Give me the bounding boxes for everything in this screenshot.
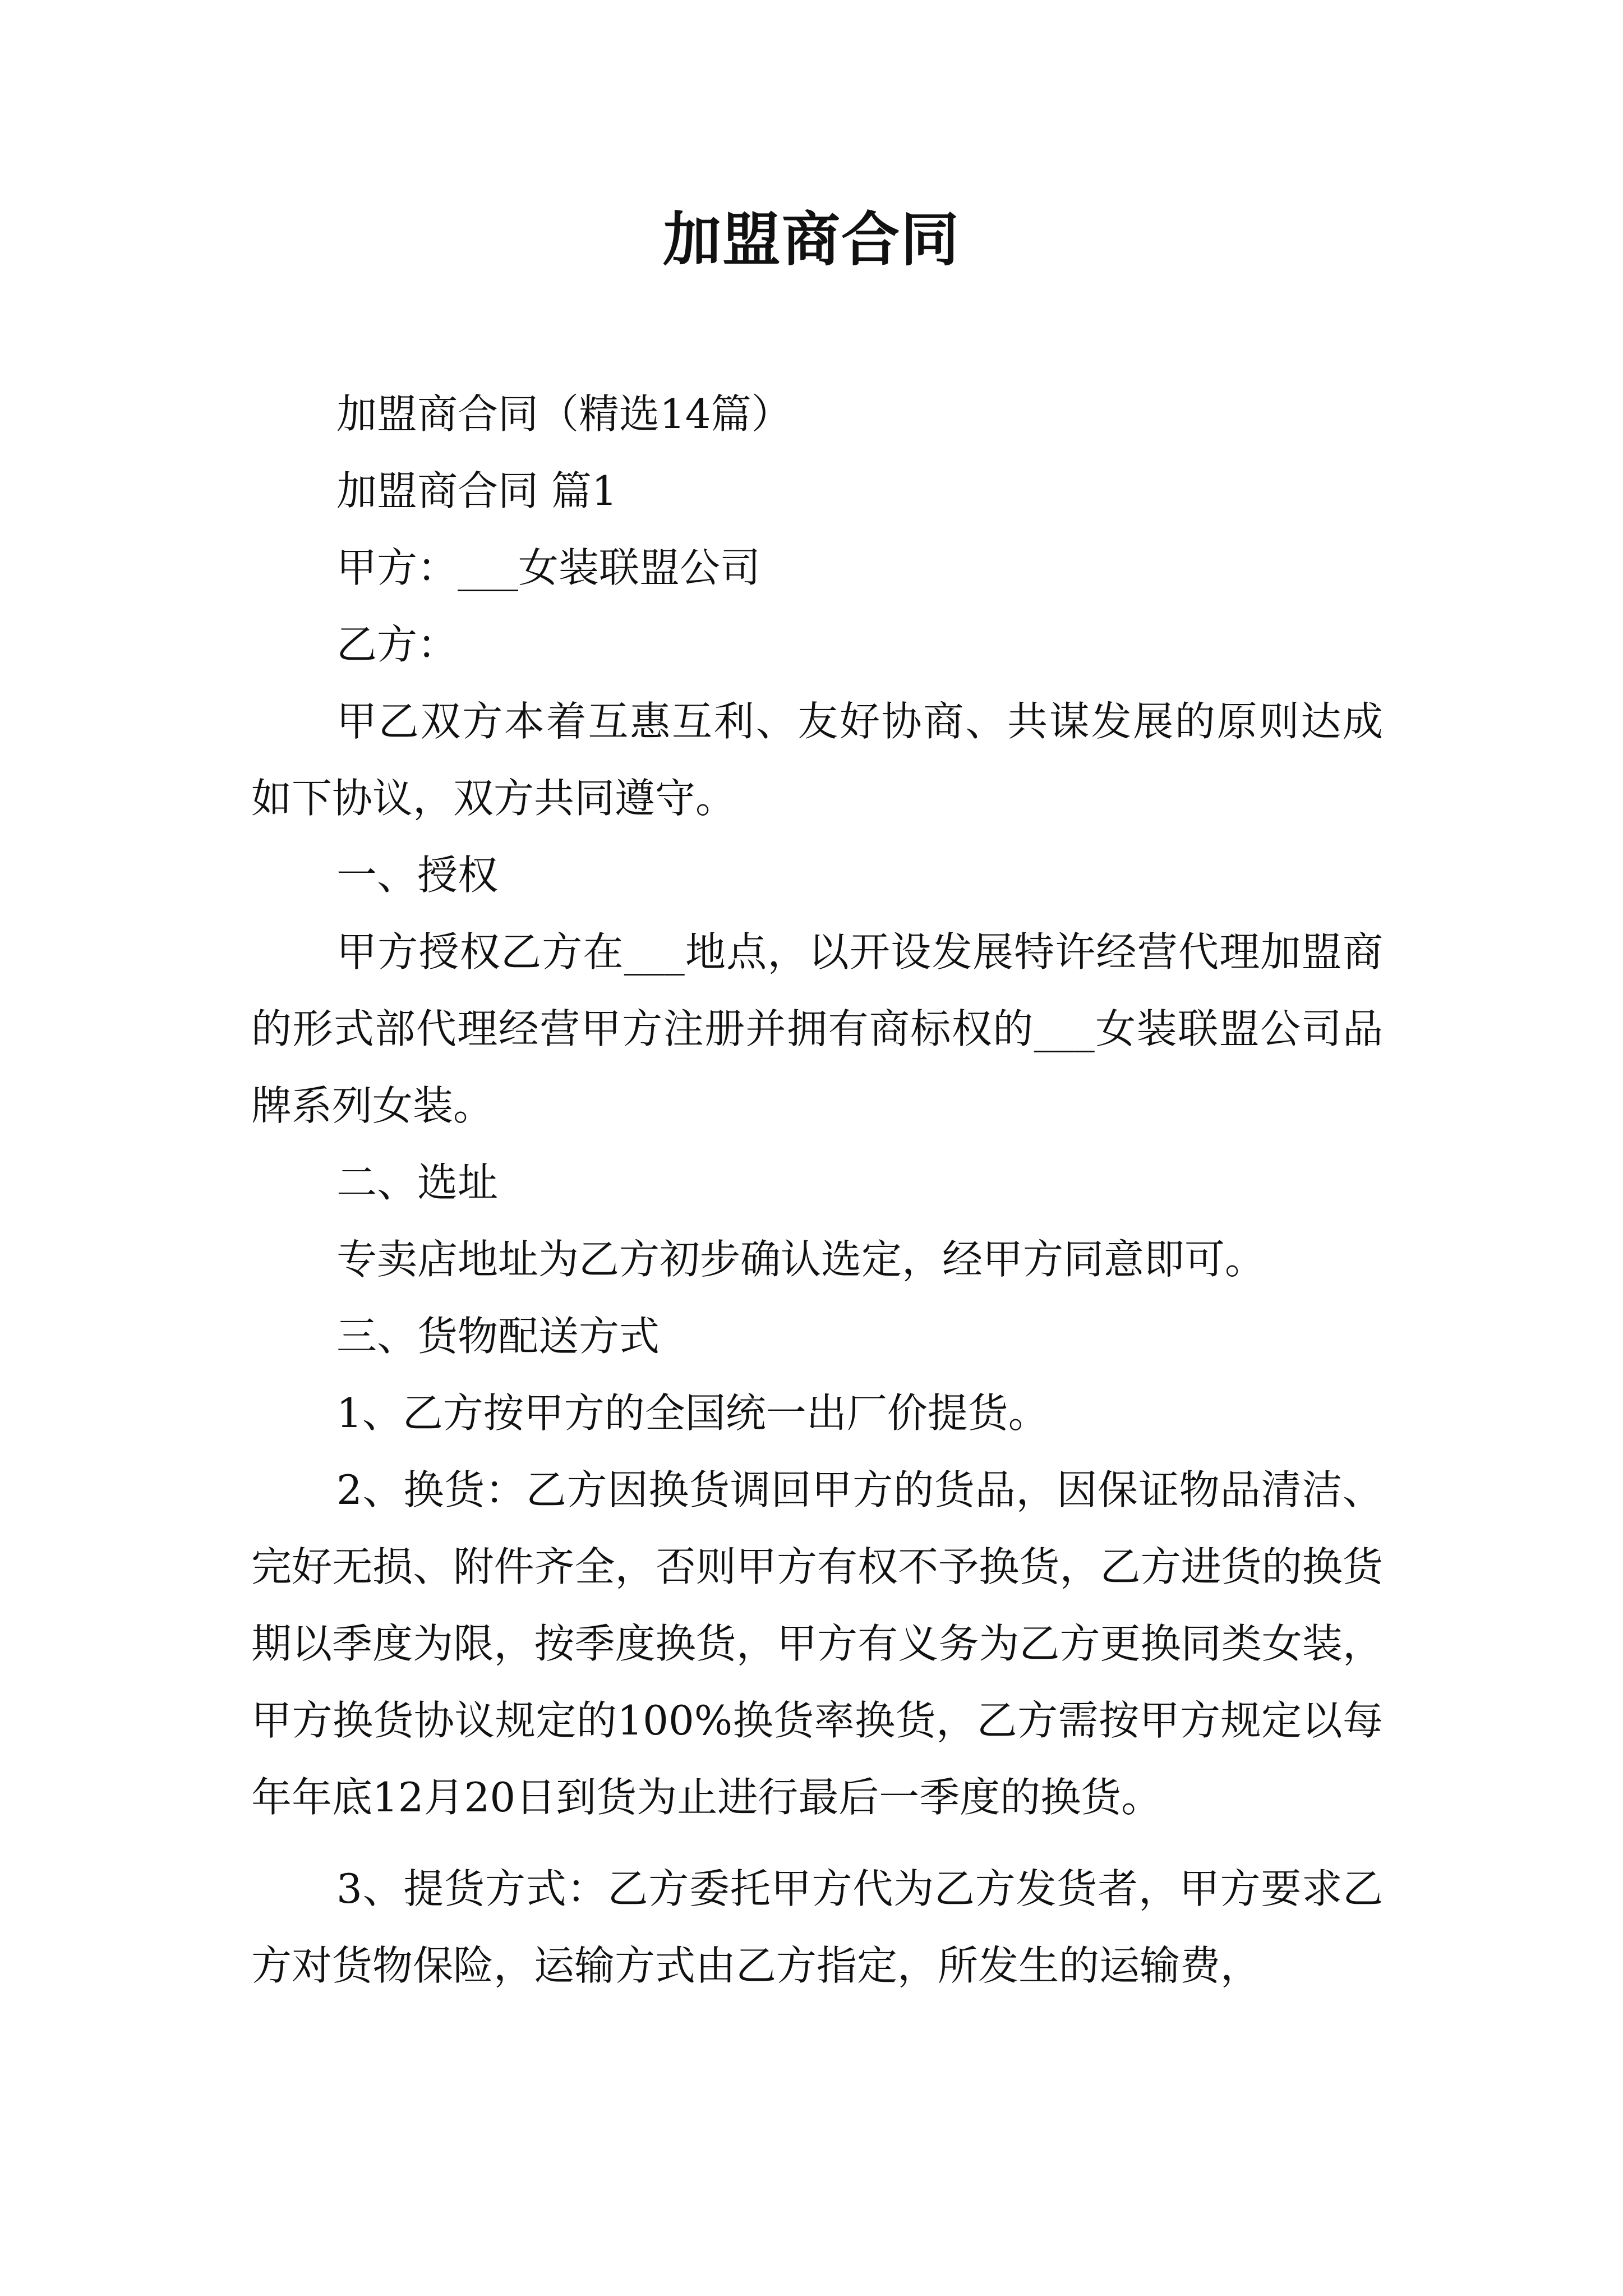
paragraph-delivery-1: 1、乙方按甲方的全国统一出厂价提货。 <box>336 1389 1049 1437</box>
section-heading-location: 二、选址 <box>336 1159 499 1206</box>
paragraph-party-a: 甲方：___女装联盟公司 <box>336 544 761 591</box>
paragraph-subtitle: 加盟商合同（精选14篇） <box>336 390 792 438</box>
paragraph-authorization: 甲方授权乙方在___地点，以开设发展特许经营代理加盟商的形式部代理经营甲方注册并拥有商标权的___女装联盟公司品牌系列女装。 <box>251 928 1383 1129</box>
paragraph-delivery-3: 3、提货方式：乙方委托甲方代为乙方发货者，甲方要求乙方对货物保险，运输方式由乙方指定，所发生的运输费， <box>251 1865 1383 1989</box>
paragraph-location: 专卖店地址为乙方初步确认选定，经甲方同意即可。 <box>336 1236 1266 1283</box>
document-title: 加盟商合同 <box>662 205 960 274</box>
paragraph-party-b: 乙方： <box>336 621 458 668</box>
paragraph-delivery-2: 2、换货：乙方因换货调回甲方的货品，因保证物品清洁、完好无损、附件齐全，否则甲方有权不予换货，乙方进货的换货期以季度为限，按季度换货，甲方有义务为乙方更换同类女装，甲方换货协议规定的100%换货率换货，乙方需按甲方规定以每年年底12月20日到货为止进行最后一季度的换货。 <box>251 1466 1383 1821</box>
document-body <box>251 376 1383 2004</box>
section-heading-authorization: 一、授权 <box>336 852 499 899</box>
paragraph-chapter: 加盟商合同 篇1 <box>336 467 617 514</box>
section-heading-delivery: 三、货物配送方式 <box>336 1313 660 1360</box>
paragraph-preamble: 甲乙双方本着互惠互利、友好协商、共谋发展的原则达成如下协议，双方共同遵守。 <box>251 698 1383 822</box>
